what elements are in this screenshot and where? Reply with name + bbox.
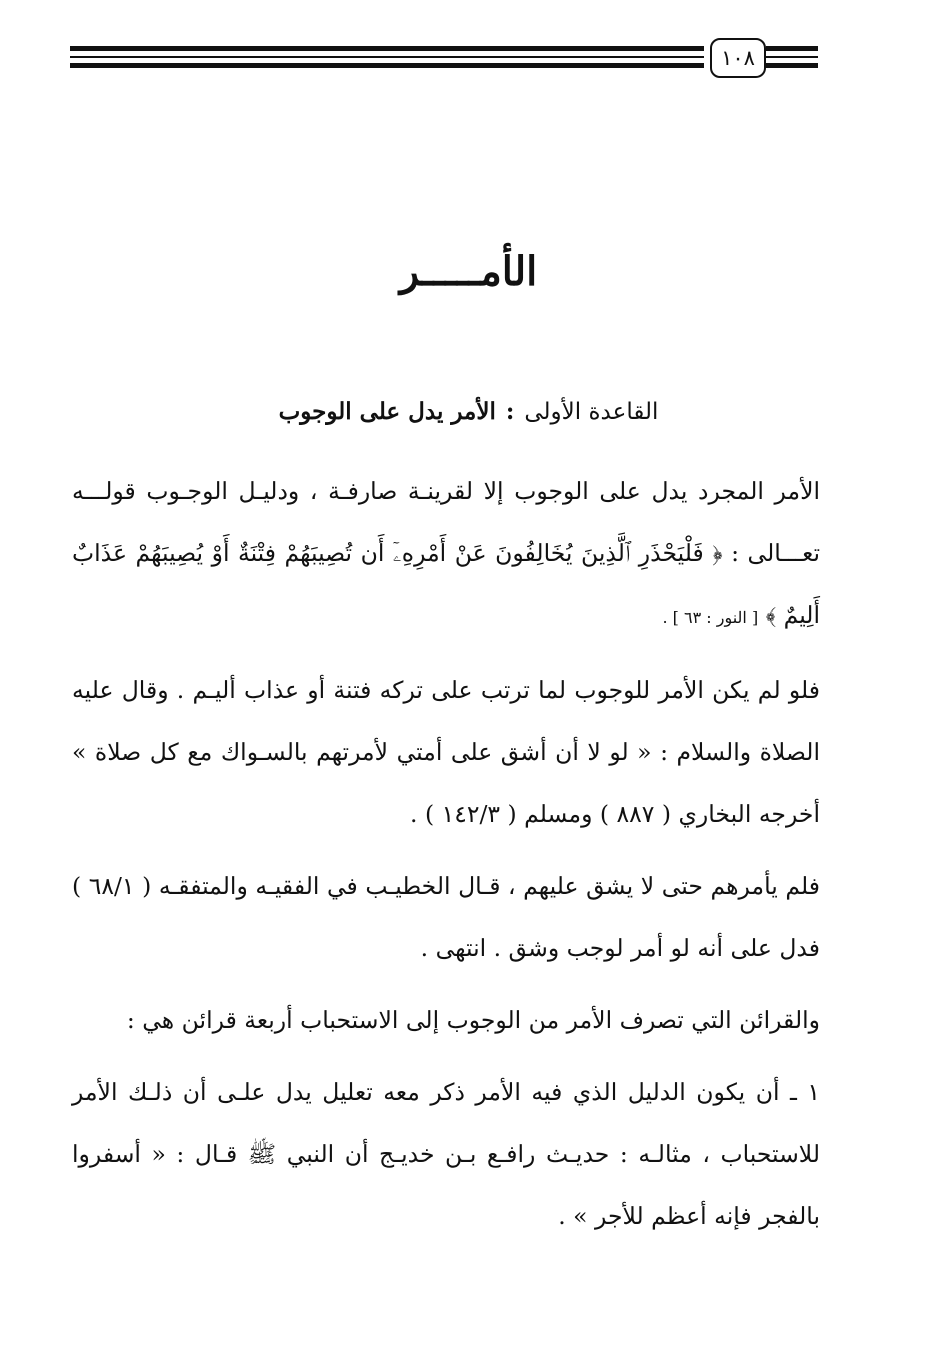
- header-rule: [70, 46, 704, 51]
- page-header: [70, 38, 818, 78]
- header-rule: [70, 63, 704, 68]
- rule-title: الأمر يدل على الوجوب: [278, 398, 496, 425]
- paragraph-1: [72, 460, 820, 649]
- paragraph-4: والقرائن التي تصرف الأمر من الوجوب إلى الاستحباب أربعة قرائن هي :: [126, 1006, 820, 1034]
- header-rule: [70, 56, 704, 58]
- rule-heading: [0, 398, 937, 425]
- page-number: ١٠٨: [710, 38, 766, 78]
- paragraph-3: فلم يأمرهم حتى لا يشق عليهم ، قـال الخطيـب في الفقيـه والمتفقـه ( ٦٨/١ ) فدل على أنه لو أمر لوجب وشق . انتهى .: [72, 872, 820, 962]
- header-rule: [766, 63, 818, 68]
- quote-reference: [ النور : ٦٣ ] .: [662, 608, 759, 627]
- header-rule: [766, 56, 818, 58]
- paragraph-2: فلو لم يكن الأمر للوجوب لما ترتب على تركه فتنة أو عذاب أليـم . وقال عليه الصلاة والسلام : « لو لا أن أشق على أمتي لأمرتهم بالسـواك مع كل صلاة » أخرجه البخاري ( ٨٨٧ ) ومسلم ( ١٤٢/٣ ) .: [72, 676, 820, 828]
- rule-separator: :: [505, 398, 515, 425]
- paragraph-5: ١ ـ أن يكون الدليل الذي فيه الأمر ذكر معه تعليل يدل علـى أن ذلـك الأمر للاستحباب ، مثالـه : حديـث رافـع بـن خديـج أن النبي ﷺ قـال : « أسفروا بالفجر فإنه أعظم للأجر » .: [72, 1078, 820, 1230]
- body-text: [72, 460, 820, 1247]
- header-rule: [766, 46, 818, 51]
- paragraph-1-text: الأمر المجرد يدل على الوجوب إلا لقرينـة صارفـة ، ودليـل الوجـوب قولـــه تعـــالى : ﴿ فَلْيَحْذَرِ ٱلَّذِينَ يُخَالِفُونَ عَنْ أَمْرِهِۦٓ أَن تُصِيبَهُمْ فِتْنَةٌ أَوْ يُصِيبَهُمْ عَذَابٌ أَلِيمٌ ﴾: [72, 477, 820, 629]
- rule-label: القاعدة الأولى: [524, 399, 659, 425]
- chapter-title: الأمـــــر: [399, 248, 538, 295]
